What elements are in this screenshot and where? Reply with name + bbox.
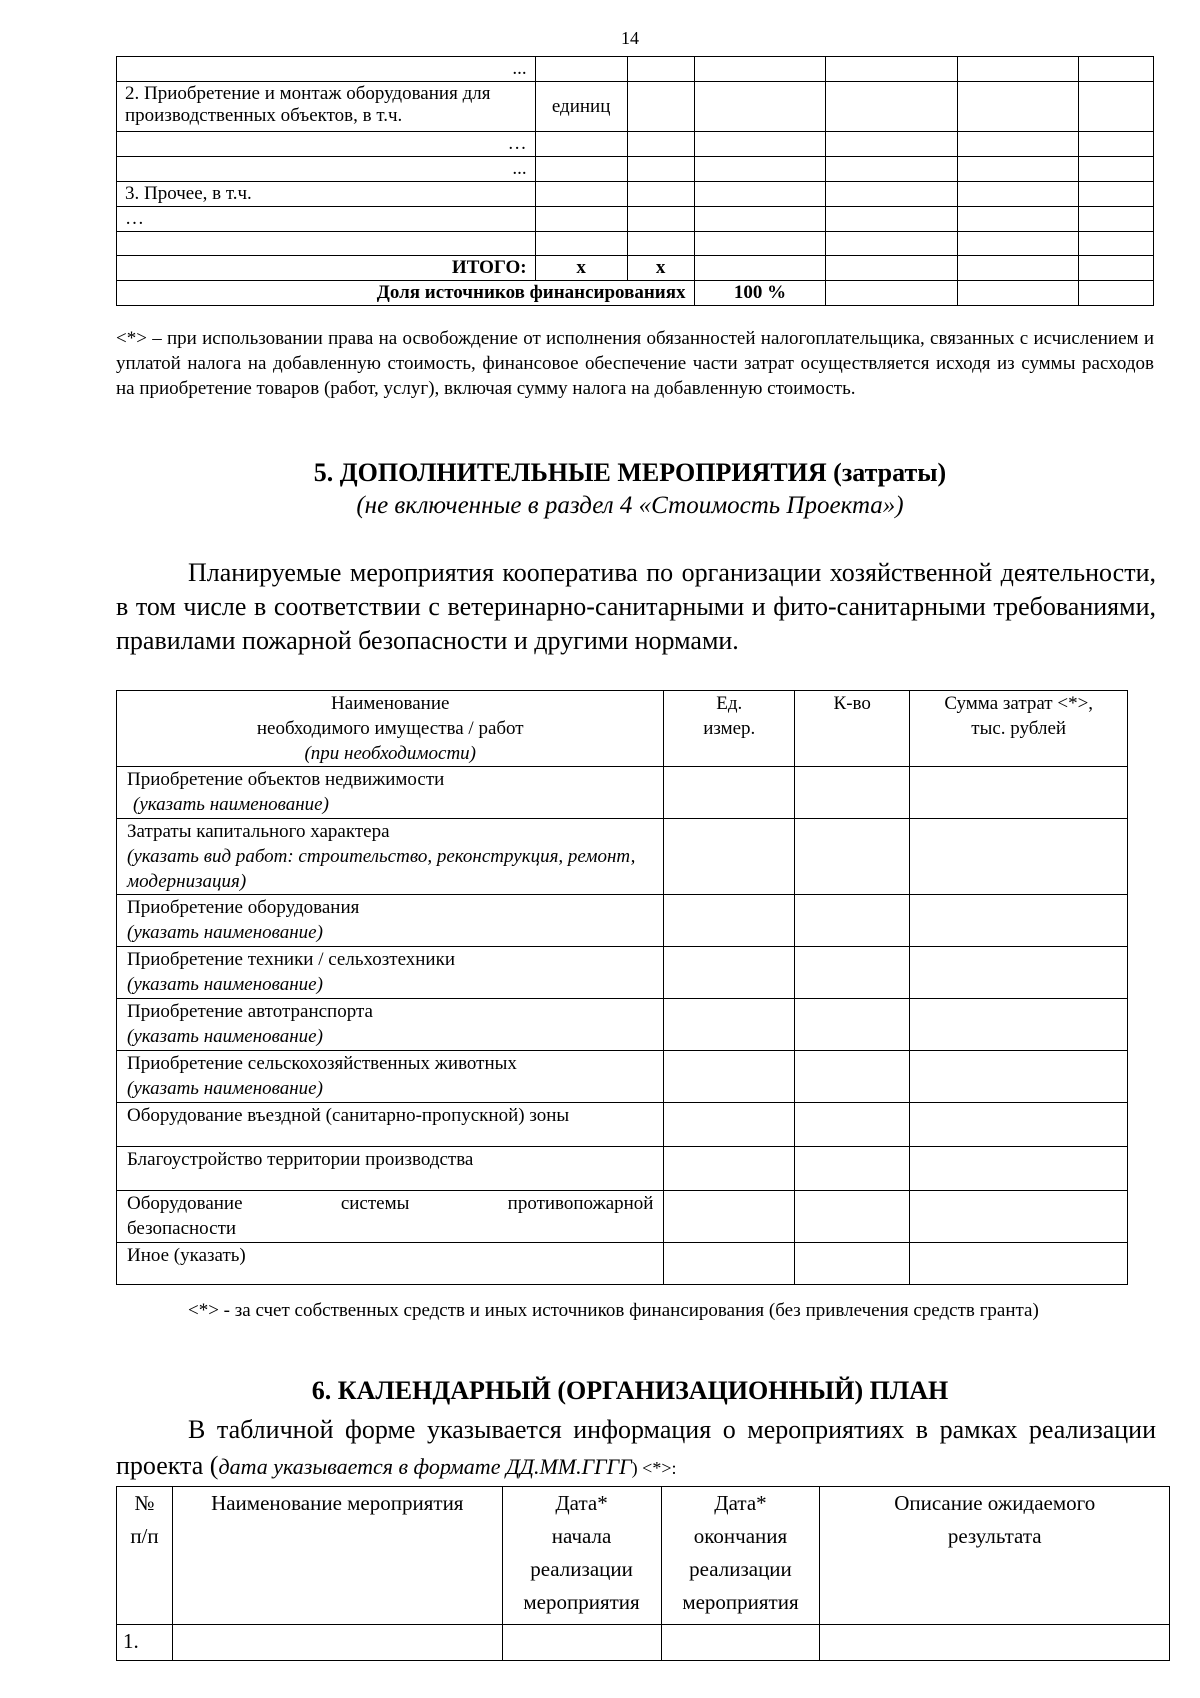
- table-row: [117, 1051, 1128, 1103]
- section-5-title: 5. ДОПОЛНИТЕЛЬНЫЕ МЕРОПРИЯТИЯ (затраты): [313, 458, 947, 487]
- row-name: Оборудование системы противопожарной безопасности: [117, 1191, 664, 1243]
- page-number: 14: [621, 28, 639, 48]
- section-6-paragraph: В табличной форме указывается информация о мероприятиях в рамках реализации проекта (дата указывается в формате ДД.ММ.ГГГГ) <*>:: [116, 1415, 1156, 1480]
- table-row: [117, 57, 1154, 82]
- cell-name: …: [117, 132, 536, 157]
- row-name: Приобретение объектов недвижимости (указать наименование): [117, 767, 664, 819]
- table-row: [117, 82, 1154, 132]
- additional-activities-table: [116, 690, 1128, 1285]
- table-row: [117, 767, 1128, 819]
- table-row: [117, 1191, 1128, 1243]
- cell-name: 2. Приобретение и монтаж оборудования для производственных объектов, в т.ч.: [117, 82, 536, 132]
- share-row: [117, 281, 1154, 306]
- total-row: [117, 256, 1154, 281]
- table-row: [117, 132, 1154, 157]
- table-row: [117, 157, 1154, 182]
- cell-name: [117, 232, 536, 256]
- cell-name: …: [117, 207, 536, 232]
- cell-name: ...: [117, 57, 536, 82]
- table-row: [117, 1103, 1128, 1147]
- total-x2: x: [627, 256, 694, 281]
- cell-unit: единиц: [535, 82, 627, 132]
- table-row: [117, 947, 1128, 999]
- row-number: 1.: [117, 1625, 173, 1661]
- cell-name: 3. Прочее, в т.ч.: [117, 182, 536, 207]
- footnote-own-funds: <*> - за счет собственных средств и иных источников финансирования (без привлечения средств гранта): [188, 1300, 1039, 1321]
- calendar-plan-table: [116, 1486, 1170, 1661]
- row-name: Иное (указать): [117, 1243, 664, 1285]
- table-row: [117, 819, 1128, 895]
- header-activity-name: Наименование мероприятия: [172, 1487, 502, 1625]
- table-row: [117, 207, 1154, 232]
- table-row: [117, 232, 1154, 256]
- total-label: ИТОГО:: [117, 256, 536, 281]
- table-row: [117, 999, 1128, 1051]
- header-end-date: Дата* окончания реализации мероприятия: [661, 1487, 820, 1625]
- share-label: Доля источников финансированиях: [117, 281, 695, 306]
- footnote-vat: <*> – при использовании права на освобождение от исполнения обязанностей налогоплательщика, связанных с исчислением и уплатой налога на добавленную стоимость, финансовое обеспечение части затрат осуществляется исходя из суммы расходов на приобретение товаров (работ, услуг), включая сумму налога на добавленную стоимость.: [116, 328, 1154, 399]
- cell-name: ...: [117, 157, 536, 182]
- header-name: Наименование необходимого имущества / работ (при необходимости): [117, 691, 664, 767]
- header-start-date: Дата* начала реализации мероприятия: [502, 1487, 661, 1625]
- row-name: Затраты капитального характера (указать вид работ: строительство, реконструкция, ремонт, модернизация): [117, 819, 664, 895]
- row-name: Приобретение оборудования (указать наименование): [117, 895, 664, 947]
- table-header-row: [117, 691, 1128, 767]
- section-5-subtitle: (не включенные в раздел 4 «Стоимость Проекта»): [356, 492, 904, 519]
- section-6-title: 6. КАЛЕНДАРНЫЙ (ОРГАНИЗАЦИОННЫЙ) ПЛАН: [311, 1376, 949, 1405]
- header-qty: К-во: [795, 691, 910, 767]
- table-row: [117, 1147, 1128, 1191]
- table-row: [117, 1625, 1170, 1661]
- table-row: [117, 182, 1154, 207]
- row-name: Оборудование въездной (санитарно-пропускной) зоны: [117, 1103, 664, 1147]
- share-value: 100 %: [694, 281, 826, 306]
- project-cost-table-continuation: [116, 56, 1154, 306]
- header-unit: Ед. измер.: [664, 691, 795, 767]
- row-name: Приобретение техники / сельхозтехники (указать наименование): [117, 947, 664, 999]
- row-name: Приобретение автотранспорта (указать наименование): [117, 999, 664, 1051]
- table-row: [117, 895, 1128, 947]
- table-header-row: [117, 1487, 1170, 1625]
- total-x1: x: [535, 256, 627, 281]
- row-name: Благоустройство территории производства: [117, 1147, 664, 1191]
- table-row: [117, 1243, 1128, 1285]
- section-5-paragraph: Планируемые мероприятия кооператива по организации хозяйственной деятельности, в том числе в соответствии с ветеринарно-санитарными и фито-санитарными требованиями, правилами пожарной безопасности и другими нормами.: [116, 558, 1156, 655]
- row-name: Приобретение сельскохозяйственных животных (указать наименование): [117, 1051, 664, 1103]
- header-number: № п/п: [117, 1487, 173, 1625]
- header-expected-result: Описание ожидаемого результата: [820, 1487, 1170, 1625]
- header-sum: Сумма затрат <*>, тыс. рублей: [910, 691, 1128, 767]
